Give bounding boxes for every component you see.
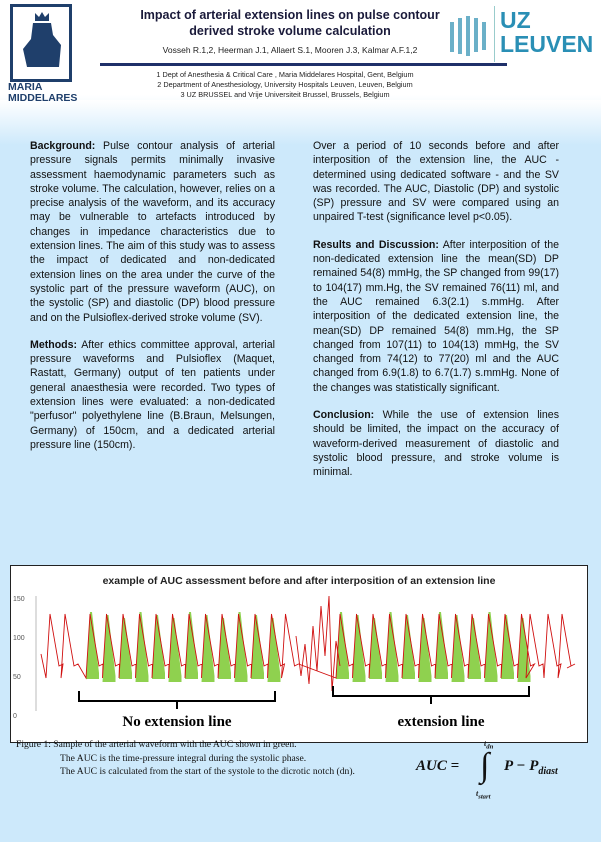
right-column	[313, 139, 559, 493]
conclusion-section: Conclusion: While the use of extension lines should be limited, the impact on the accuracy of waveform-derived measurement of diastolic and systolic blood pressure, and stroke volume is minimal.	[313, 409, 559, 479]
bracket-right	[333, 686, 529, 704]
bracket-left	[79, 691, 275, 709]
label-extension: extension line	[397, 714, 485, 730]
artifact-segment	[296, 596, 340, 691]
maria-middelares-logo: MARIA MIDDELARES	[6, 4, 78, 102]
results-section: Results and Discussion: After interposition of the non-dedicated extension line the mean(SD) DP remained 54(8) mmHg, the SP changed from 99(17) to 104(17) mm.Hg, the SV remained 76(11) ml, and the AUC remained 6.3(2.1) s.mmHg. After interposition of the dedicated extension line, the mean(SD) DP remained 54(8) mm.Hg, the SP changed from 107(11) to 104(13) mmHg, the SV changed from 74(12) to 77(20) ml and the AUC changed from 6.9(1.8) to 6.7(1.7) s.mmHg. None of the changes was statistically significant.	[313, 238, 559, 394]
methods-section: Methods: After ethics committee approval, arterial pressure waveforms and Pulsioflex (Maquet, Rastatt, Germany) output of ten patients under general anaesthesia were recorded. Two types of extension lines were evaluated: a non-dedicated "perfusor" polyethylene line (B.Braun, Melsungen, Germany) of 150cm, and a dedicated arterial pressure line (150cm).	[30, 338, 275, 451]
y-tick: 150	[13, 596, 25, 603]
left-column	[30, 139, 275, 465]
waveform-figure	[10, 565, 588, 743]
uz-leuven-wordmark: UZ LEUVEN	[500, 7, 594, 57]
affiliations: 1 Dept of Anesthesia & Critical Care , Maria Middelares Hospital, Gent, Belgium 2 Department of Anesthesiology, University Hospitals Leuven, Leuven, Belgium 3 UZ BRUSSEL and Vrije Universiteit Brussel, Brussels, Belgium	[156, 70, 414, 99]
y-tick: 100	[13, 635, 25, 642]
background-section: Background: Pulse contour analysis of arterial pressure signals permits minimally invasive assessment haemodynamic parameters such as stroke volume. The calculation, however, relies on a precise analysis of the waveform, and its accuracy may be vulnerable to artefacts introduced by changes in impedance characteristics due to extension lines. The aim of this study was to assess the impact of dedicated and non-dedicated extension lines on the area under the curve of the systolic part of the pressure waveform (AUC), on the systolic (SP) and diastolic (DP) blood pressure and on the Pulsioflex-derived stroke volume (SV).	[30, 140, 275, 324]
authors: Vosseh R.1,2, Heerman J.1, Allaert S.1, Mooren J.3, Kalmar A.F.1,2	[162, 45, 418, 55]
methods-continued: Over a period of 10 seconds before and after interposition of the extension line, the AUC - determined using dedicated software - and the SV was recorded. The AUC, Diastolic (DP) and systolic (SP) pressure and SV were compared using an unpaired T-test (significance level p<0.05).	[313, 140, 559, 224]
label-no-extension: No extension line	[122, 714, 232, 730]
y-tick: 50	[13, 674, 21, 681]
figure-title: example of AUC assessment before and after interposition of an extension line	[102, 575, 496, 587]
poster-title: Impact of arterial extension lines on pulse contour derived stroke volume calculation	[140, 8, 440, 38]
figure-caption: Figure 1: Sample of the arterial waveform with the AUC shown in green. The AUC is the time-pressure integral during the systolic phase. The AUC is calculated from the start of the systole to the dicrotic notch (dn).	[16, 739, 355, 777]
y-tick: 0	[13, 713, 17, 720]
